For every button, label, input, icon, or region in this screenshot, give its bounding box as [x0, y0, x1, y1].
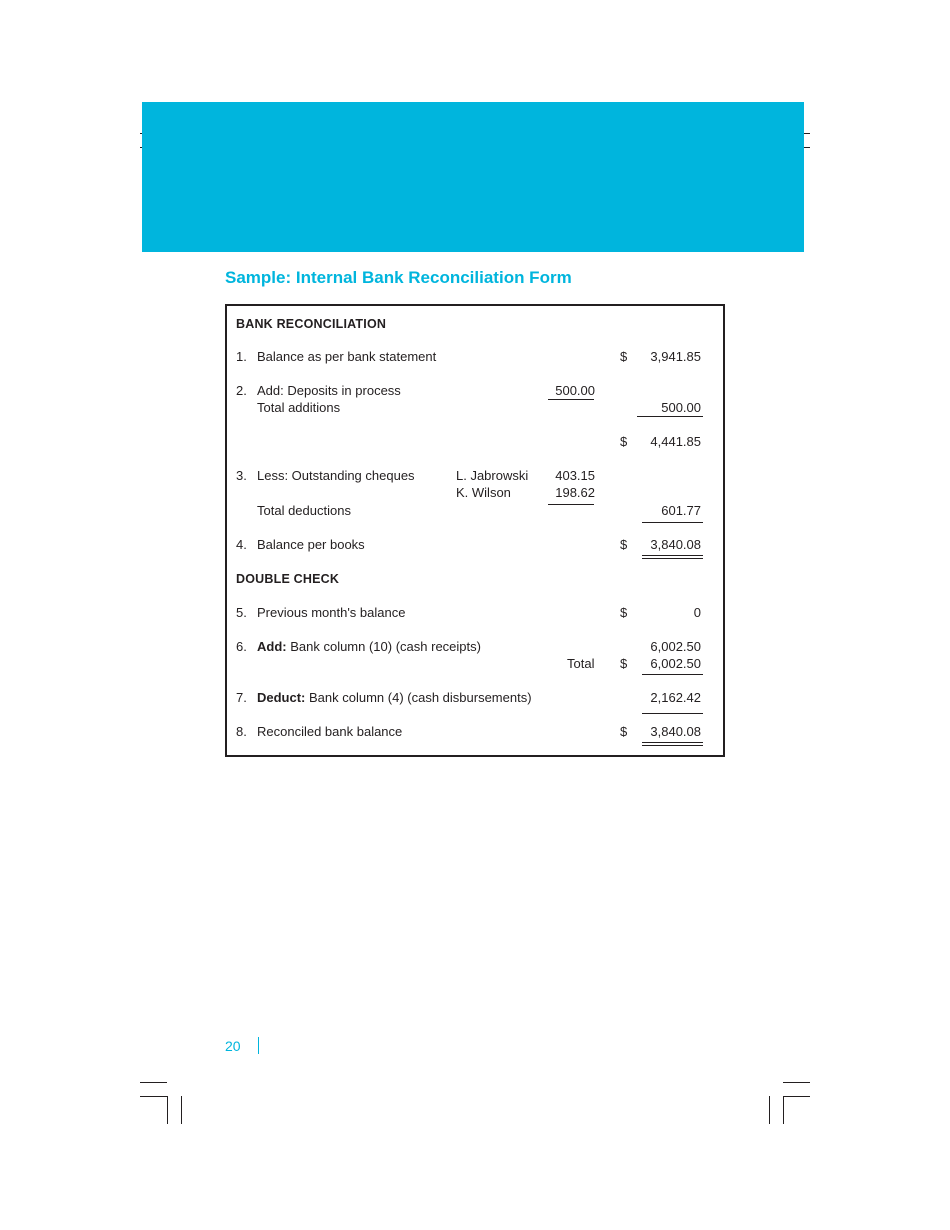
line-number: 4.	[236, 537, 247, 552]
section-heading-bank-reconciliation: BANK RECONCILIATION	[236, 317, 387, 331]
crop-mark	[804, 133, 810, 134]
crop-mark	[783, 1096, 784, 1124]
line-number: 7.	[236, 690, 247, 705]
page-number: 20	[225, 1038, 241, 1054]
reconciled-bank-balance: 3,840.08	[650, 724, 701, 739]
subtotal-amount: 4,441.85	[650, 434, 701, 449]
previous-month-balance: 0	[693, 605, 701, 620]
line-label	[257, 690, 532, 706]
dollar-sign: $	[620, 434, 628, 449]
label-text: Bank column (4) (cash disbursements)	[305, 690, 532, 705]
section-heading-double-check: DOUBLE CHECK	[236, 572, 340, 586]
line-label: Total deductions	[257, 503, 351, 518]
line-number: 8.	[236, 724, 247, 739]
cheque-amount: 198.62	[555, 485, 595, 500]
cash-receipts-amount: 6,002.50	[650, 639, 701, 654]
cheque-payee: K. Wilson	[456, 485, 511, 500]
cheque-payee: L. Jabrowski	[456, 468, 529, 483]
balance-per-books: 3,840.08	[650, 537, 701, 552]
dollar-sign: $	[620, 349, 628, 364]
dollar-sign: $	[620, 605, 628, 620]
header-banner	[142, 102, 804, 252]
label-text: Bank column (10) (cash receipts)	[286, 639, 481, 654]
crop-mark	[804, 147, 810, 148]
line-label: Total additions	[257, 400, 341, 415]
crop-mark	[181, 1096, 182, 1124]
crop-mark	[140, 133, 142, 134]
crop-mark	[769, 1096, 770, 1124]
line-label: Less: Outstanding cheques	[257, 468, 415, 483]
line-label: Balance as per bank statement	[257, 349, 437, 364]
crop-mark	[140, 147, 142, 148]
dollar-sign: $	[620, 656, 628, 671]
crop-mark	[167, 1096, 168, 1124]
line-label: Reconciled bank balance	[257, 724, 403, 739]
double-underline	[642, 745, 703, 746]
label-bold: Add:	[257, 639, 287, 654]
total-label: Total	[567, 656, 595, 671]
line-label: Previous month's balance	[257, 605, 406, 620]
line-label: Add: Deposits in process	[257, 383, 401, 398]
dollar-sign: $	[620, 724, 628, 739]
line-number: 6.	[236, 639, 247, 654]
page-number-divider	[258, 1037, 259, 1054]
underline	[642, 713, 703, 714]
line-label: Balance per books	[257, 537, 365, 552]
bank-statement-balance: 3,941.85	[650, 349, 701, 364]
underline	[548, 399, 594, 400]
cheque-amount: 403.15	[555, 468, 595, 483]
crop-mark	[140, 1082, 167, 1083]
double-underline	[642, 555, 703, 556]
line-label	[257, 639, 481, 655]
underline	[642, 674, 703, 675]
underline	[548, 504, 594, 505]
reconciliation-form	[225, 304, 725, 757]
total-additions: 500.00	[661, 400, 701, 415]
line-number: 2.	[236, 383, 247, 398]
total-deductions: 601.77	[661, 503, 701, 518]
double-underline	[642, 558, 703, 559]
cash-disbursements-amount: 2,162.42	[650, 690, 701, 705]
line-number: 1.	[236, 349, 247, 364]
line-number: 3.	[236, 468, 247, 483]
crop-mark	[783, 1096, 810, 1097]
underline	[637, 416, 703, 417]
receipts-total: 6,002.50	[650, 656, 701, 671]
line-number: 5.	[236, 605, 247, 620]
deposit-amount: 500.00	[555, 383, 595, 398]
double-underline	[642, 742, 703, 743]
dollar-sign: $	[620, 537, 628, 552]
underline	[642, 522, 703, 523]
label-bold: Deduct:	[257, 690, 306, 705]
page-title: Sample: Internal Bank Reconciliation Form	[225, 268, 572, 287]
crop-mark	[783, 1082, 810, 1083]
crop-mark	[140, 1096, 167, 1097]
